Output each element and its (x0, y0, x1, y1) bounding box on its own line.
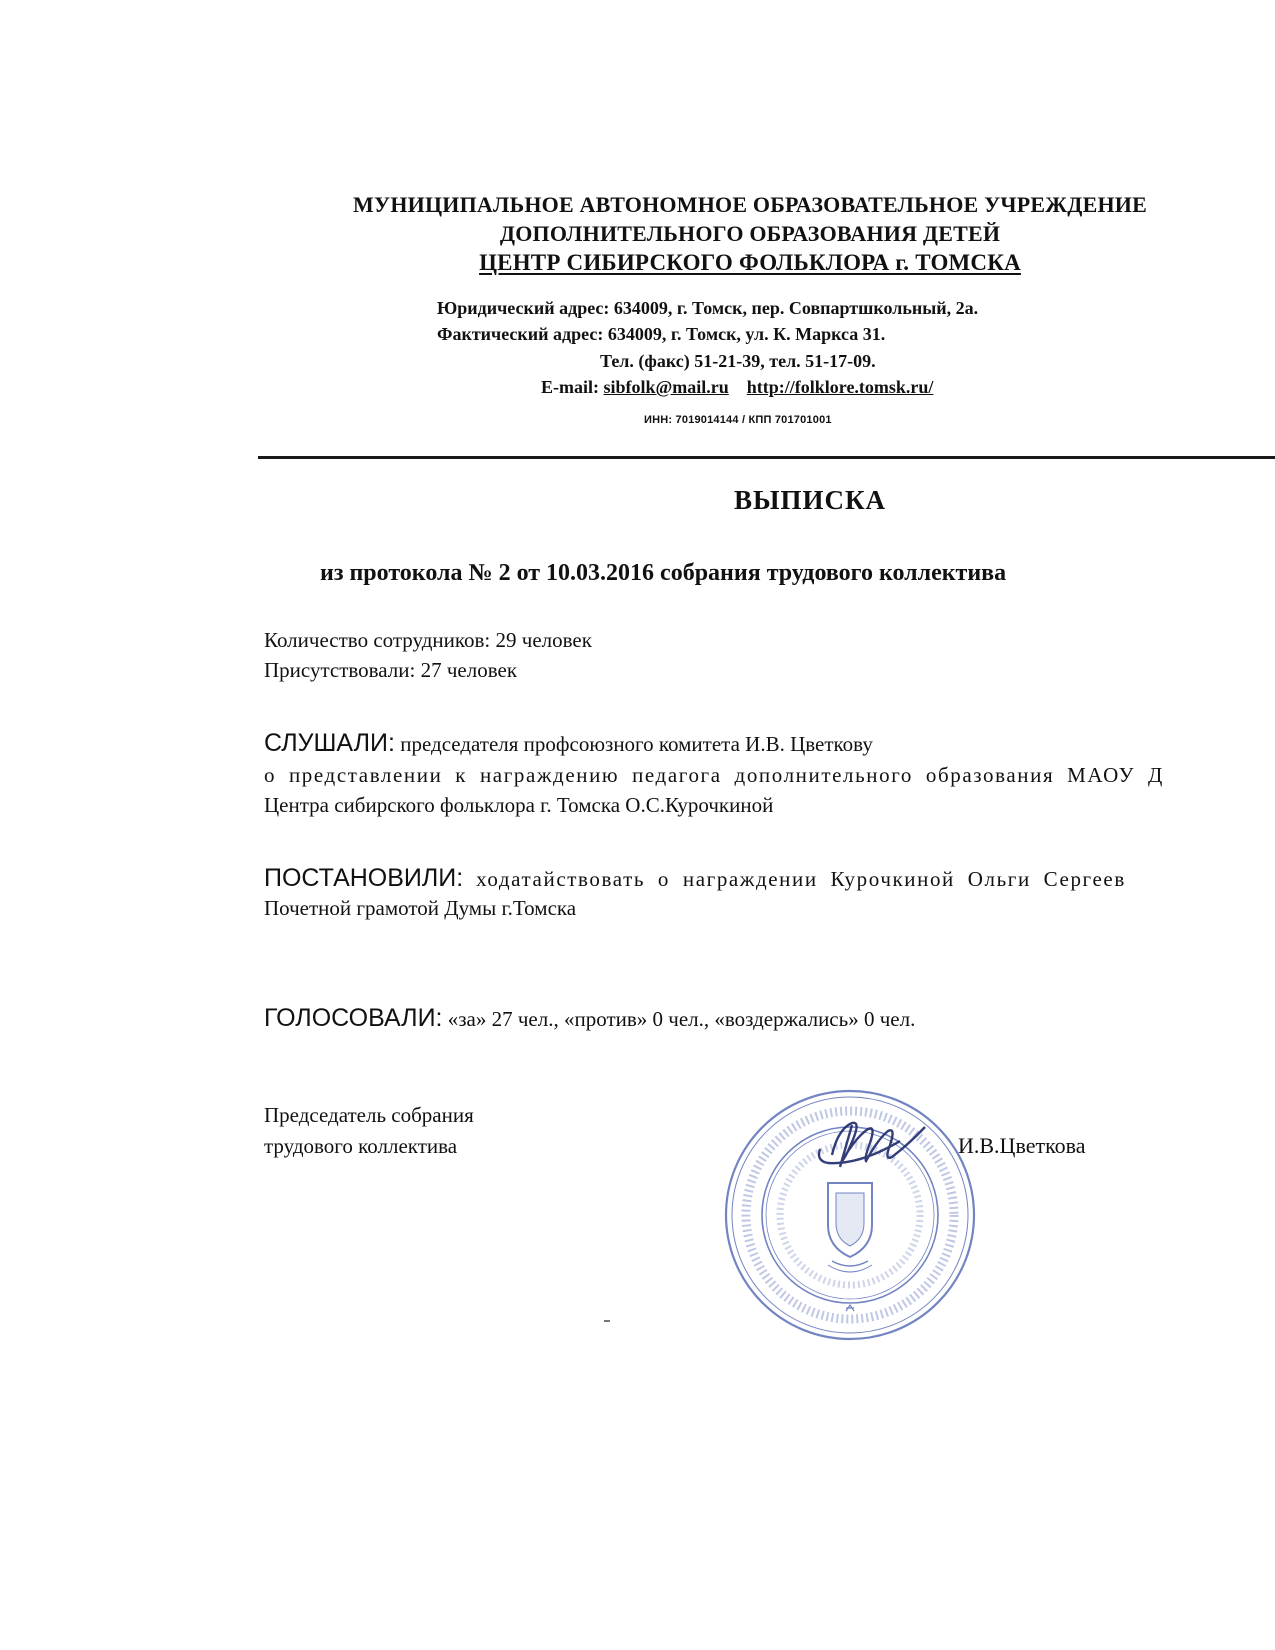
org-name-line-2: ДОПОЛНИТЕЛЬНОГО ОБРАЗОВАНИЯ ДЕТЕЙ (499, 221, 1001, 246)
phone-line: Тел. (факс) 51-21-39, тел. 51-17-09. (600, 351, 876, 371)
document-subtitle: из протокола № 2 от 10.03.2016 собрания трудового коллектива (320, 560, 1007, 586)
org-name-line-3: ЦЕНТР СИБИРСКОГО ФОЛЬКЛОРА г. ТОМСКА (479, 250, 1021, 275)
scan-artifact (604, 1320, 610, 1322)
resolved-text: ходатайствовать о награждении Курочкиной Ольги Сергеев (463, 867, 1126, 891)
email-link[interactable]: sibfolk@mail.ru (603, 377, 729, 397)
heard-line (264, 728, 873, 759)
employees-count: Количество сотрудников: 29 человек (264, 628, 592, 652)
document-title: ВЫПИСКА (733, 485, 887, 515)
website-link[interactable]: http://folklore.tomsk.ru/ (746, 377, 934, 397)
official-stamp (720, 1085, 980, 1345)
voted-line (264, 1003, 915, 1034)
resolved-label: ПОСТАНОВИЛИ: (264, 864, 464, 892)
email-label: E-mail: (541, 377, 604, 397)
organization-header (300, 190, 1200, 277)
resolved-line-2: Почетной грамотой Думы г.Томска (264, 896, 577, 920)
org-name-line-1: МУНИЦИПАЛЬНОЕ АВТОНОМНОЕ ОБРАЗОВАТЕЛЬНОЕ УЧРЕЖДЕНИЕ (353, 192, 1147, 217)
voted-label: ГОЛОСОВАЛИ: (264, 1004, 443, 1032)
heard-line-3: Центра сибирского фольклора г. Томска О.С.Курочкиной (264, 793, 774, 817)
present-count: Присутствовали: 27 человек (264, 658, 518, 682)
heard-line-2: о представлении к награждению педагога дополнительного образования МАОУ Д (264, 763, 1164, 787)
voted-text: «за» 27 чел., «против» 0 чел., «воздержались» 0 чел. (442, 1007, 916, 1031)
chair-label-line-1: Председатель собрания (264, 1103, 474, 1127)
inn-kpp: ИНН: 7019014144 / КПП 701701001 (644, 414, 832, 426)
contact-line (541, 375, 933, 399)
heard-text: председателя профсоюзного комитета И.В. Цветкову (394, 732, 873, 756)
legal-address: Юридический адрес: 634009, г. Томск, пер. Совпартшкольный, 2а. (437, 298, 979, 318)
heard-label: СЛУШАЛИ: (264, 729, 395, 757)
actual-address: Фактический адрес: 634009, г. Томск, ул. К. Маркса 31. (437, 324, 886, 344)
chair-label-line-2: трудового коллектива (264, 1134, 458, 1158)
signer-name: И.В.Цветкова (958, 1133, 1086, 1158)
resolved-line (264, 863, 1126, 894)
header-divider (258, 456, 1275, 459)
